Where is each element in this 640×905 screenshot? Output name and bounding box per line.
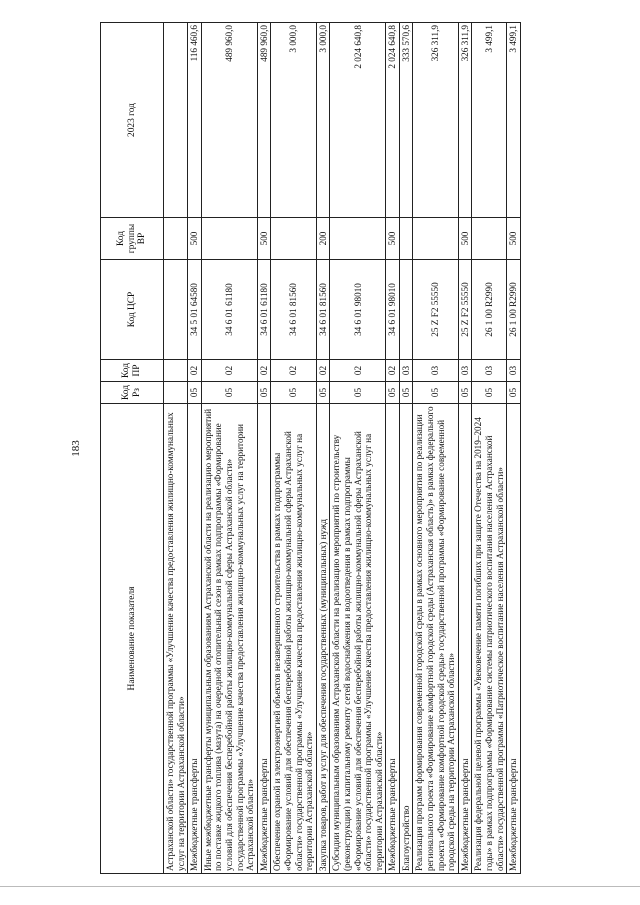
cell-csr: 34 5 01 64580 [188,260,202,360]
cell-rz: 05 [257,382,271,404]
header-vr: Код группы ВР [101,218,164,260]
cell-pr: 02 [386,360,400,382]
cell-pr: 02 [330,360,386,382]
cell-csr [399,260,413,360]
cell-vr [271,218,316,260]
cell-name: Закупка товаров, работ и услуг для обеспечения государственных (муниципальных) нужд [316,404,330,874]
cell-csr: 34 6 01 81560 [271,260,316,360]
cell-name: Субсидии муниципальным образованиям Астраханской области на реализацию мероприятий по строительству (реконструкции) и капитальному ремонту сетей водоснабжения и водоотведения в рамках подпрограммы «Формирование условий для обеспечения бесперебойной работы жилищно-коммунальной сферы Астраханской области» государственной программы «Улучшение качества предоставления жилищно-коммунальных услуг на территории Астраханской области» [330,404,386,874]
table-row [316,23,330,874]
cell-pr: 03 [458,360,472,382]
cell-pr: 03 [472,360,507,382]
cell-rz: 05 [472,382,507,404]
table-row [257,23,271,874]
table-row [458,23,472,874]
cell-name: Реализация программ формирования современной городской среды в рамках основного мероприятия по реализации регионального проекта «Формирование комфортной городской среды (Астраханская область)» в рамках федерального проекта «Формирование комфортной городской среды» государственной программы «Формирование современной городской среды на территории Астраханской области» [413,404,458,874]
table-row [271,23,316,874]
cell-csr: 26 1 00 R2990 [472,260,507,360]
cell-value: 333 570,6 [399,23,413,218]
header-pr: Код ПР [101,360,164,382]
cell-vr [413,218,458,260]
cell-pr: 03 [399,360,413,382]
cell-vr [164,218,188,260]
cell-value: 3 000,0 [316,23,330,218]
cell-rz: 05 [188,382,202,404]
cell-value: 326 311,9 [458,23,472,218]
cell-csr: 34 6 01 61180 [201,260,257,360]
rotated-page [70,23,609,874]
cell-csr: 25 Z F2 55550 [458,260,472,360]
table-row [330,23,386,874]
cell-rz: 05 [386,382,400,404]
table-row [386,23,400,874]
table-header-row [101,23,164,874]
cell-pr: 02 [188,360,202,382]
cell-csr: 26 1 00 R2990 [507,260,521,360]
cell-name: Межбюджетные трансферты [507,404,521,874]
cell-value: 489 960,0 [257,23,271,218]
cell-value: 3 000,0 [271,23,316,218]
cell-pr: 03 [507,360,521,382]
scan-edge-line [0,886,640,887]
cell-rz [164,382,188,404]
cell-name: Межбюджетные трансферты [257,404,271,874]
cell-vr: 200 [316,218,330,260]
cell-pr: 03 [413,360,458,382]
cell-rz: 05 [399,382,413,404]
header-csr: Код ЦСР [101,260,164,360]
cell-csr: 34 6 01 98010 [330,260,386,360]
cell-rz: 05 [413,382,458,404]
budget-table [100,22,521,874]
cell-rz: 05 [316,382,330,404]
table-row [188,23,202,874]
cell-rz: 05 [507,382,521,404]
table-row [472,23,507,874]
cell-rz: 05 [201,382,257,404]
cell-name: Реализация федеральной целевой программы «Увековечение памяти погибших при защите Отечества на 2019–2024 годы» в рамках подпрограммы «Формирование системы патриотического воспитания населения Астраханской области» государственной программы «Патриотическое воспитание населения Астраханской области» [472,404,507,874]
cell-pr: 02 [271,360,316,382]
cell-pr [164,360,188,382]
cell-vr: 500 [188,218,202,260]
cell-pr: 02 [201,360,257,382]
cell-rz: 05 [271,382,316,404]
cell-vr [399,218,413,260]
cell-name: Межбюджетные трансферты [188,404,202,874]
cell-name: Межбюджетные трансферты [458,404,472,874]
cell-pr: 02 [257,360,271,382]
cell-vr [472,218,507,260]
cell-csr: 25 Z F2 55550 [413,260,458,360]
cell-value: 489 960,0 [201,23,257,218]
header-name: Наименование показателя [101,404,164,874]
cell-value: 2 024 640,8 [386,23,400,218]
cell-name: Обеспечение охраной и электроэнергией объектов незавершенного строительства в рамках подпрограммы «Формирование условий для обеспечения бесперебойной работы жилищно-коммунальной сферы Астраханской области» государственной программы «Улучшение качества предоставления жилищно-коммунальных услуг на территории Астраханской области» [271,404,316,874]
cell-vr: 500 [458,218,472,260]
cell-name: Благоустройство [399,404,413,874]
cell-csr [164,260,188,360]
cell-value: 326 311,9 [413,23,458,218]
header-year: 2023 год [101,23,164,218]
cell-rz: 05 [330,382,386,404]
cell-vr [330,218,386,260]
cell-name: Астраханской области» государственной программы «Улучшение качества предоставления жилищно-коммунальных услуг на территории Астраханской области» [164,404,188,874]
cell-vr: 500 [507,218,521,260]
cell-value [164,23,188,218]
cell-pr: 02 [316,360,330,382]
table-row [201,23,257,874]
cell-vr [201,218,257,260]
cell-value: 2 024 640,8 [330,23,386,218]
table-row [164,23,188,874]
header-rz: Код Рз [101,382,164,404]
cell-csr: 34 6 01 61180 [257,260,271,360]
cell-rz: 05 [458,382,472,404]
table-row [507,23,521,874]
cell-name: Иные межбюджетные трансферты муниципальным образованиям Астраханской области на реализацию мероприятий по поставке жидкого топлива (мазута) на очередной отопительный сезон в рамках подпрограммы «Формирование условий для обеспечения бесперебойной работы жилищно-коммунальной сферы Астраханской области» государственной программы «Улучшение качества предоставления жилищно-коммунальных услуг на территории Астраханской области» [201,404,257,874]
cell-value: 3 499,1 [507,23,521,218]
cell-csr: 34 6 01 81560 [316,260,330,360]
cell-vr: 500 [257,218,271,260]
table-row [413,23,458,874]
table-row [399,23,413,874]
cell-value: 3 499,1 [472,23,507,218]
page-number: 183 [70,440,82,457]
cell-csr: 34 6 01 98010 [386,260,400,360]
cell-vr: 500 [386,218,400,260]
cell-name: Межбюджетные трансферты [386,404,400,874]
cell-value: 116 460,6 [188,23,202,218]
